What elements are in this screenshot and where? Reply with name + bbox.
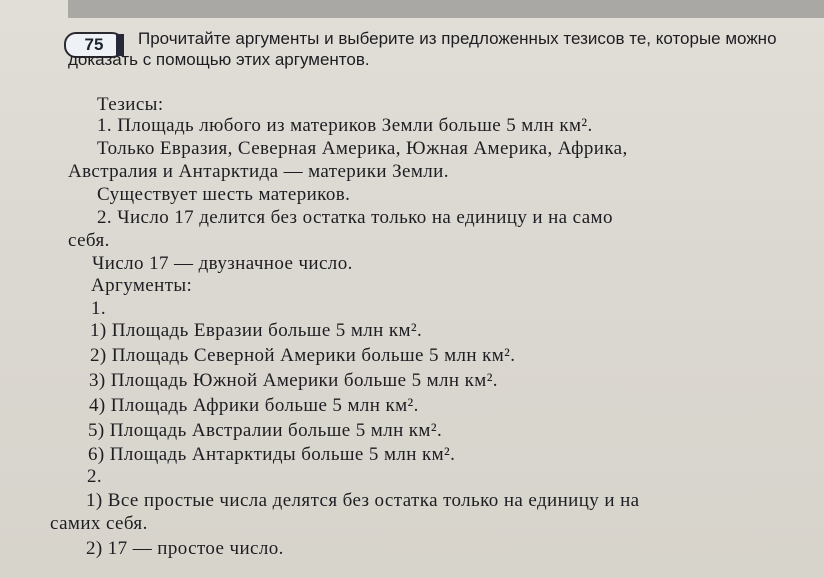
argument-1-4: 4) Площадь Африки больше 5 млн км².	[89, 395, 419, 416]
thesis-2-line-3: Число 17 — двузначное число.	[92, 253, 353, 274]
argument-1-5: 5) Площадь Австралии больше 5 млн км².	[88, 420, 443, 441]
thesis-1-line-3: Австралия и Антарктида — материки Земли.	[68, 161, 449, 182]
argument-group-1-label: 1.	[91, 298, 107, 319]
exercise-instruction: Прочитайте аргументы и выберите из предложенных тезисов те, которые можно доказать с помощью этих аргументов.	[68, 29, 777, 69]
exercise-number-badge: 75	[64, 32, 124, 58]
argument-1-6: 6) Площадь Антарктиды больше 5 млн км².	[88, 444, 456, 465]
argument-2-2: 2) 17 — простое число.	[86, 538, 284, 559]
argument-group-2-label: 2.	[87, 466, 103, 487]
thesis-1-line-2: Только Евразия, Северная Америка, Южная Америка, Африка,	[97, 138, 628, 159]
page-top-band	[68, 0, 824, 18]
thesis-1-line-1: 1. Площадь любого из материков Земли больше 5 млн км².	[97, 115, 593, 136]
thesis-2-line-2: себя.	[68, 230, 110, 251]
argument-1-3: 3) Площадь Южной Америки больше 5 млн км².	[89, 370, 498, 391]
theses-heading: Тезисы:	[97, 94, 164, 115]
argument-2-1-line-2: самих себя.	[50, 513, 148, 534]
thesis-2-line-1: 2. Число 17 делится без остатка только на единицу и на само	[97, 207, 613, 228]
argument-2-1-line-1: 1) Все простые числа делятся без остатка только на единицу и на	[86, 490, 640, 511]
argument-1-2: 2) Площадь Северной Америки больше 5 млн км².	[90, 345, 516, 366]
argument-1-1: 1) Площадь Евразии больше 5 млн км².	[90, 320, 423, 341]
arguments-heading: Аргументы:	[91, 275, 193, 296]
thesis-1-line-4: Существует шесть материков.	[97, 184, 351, 205]
